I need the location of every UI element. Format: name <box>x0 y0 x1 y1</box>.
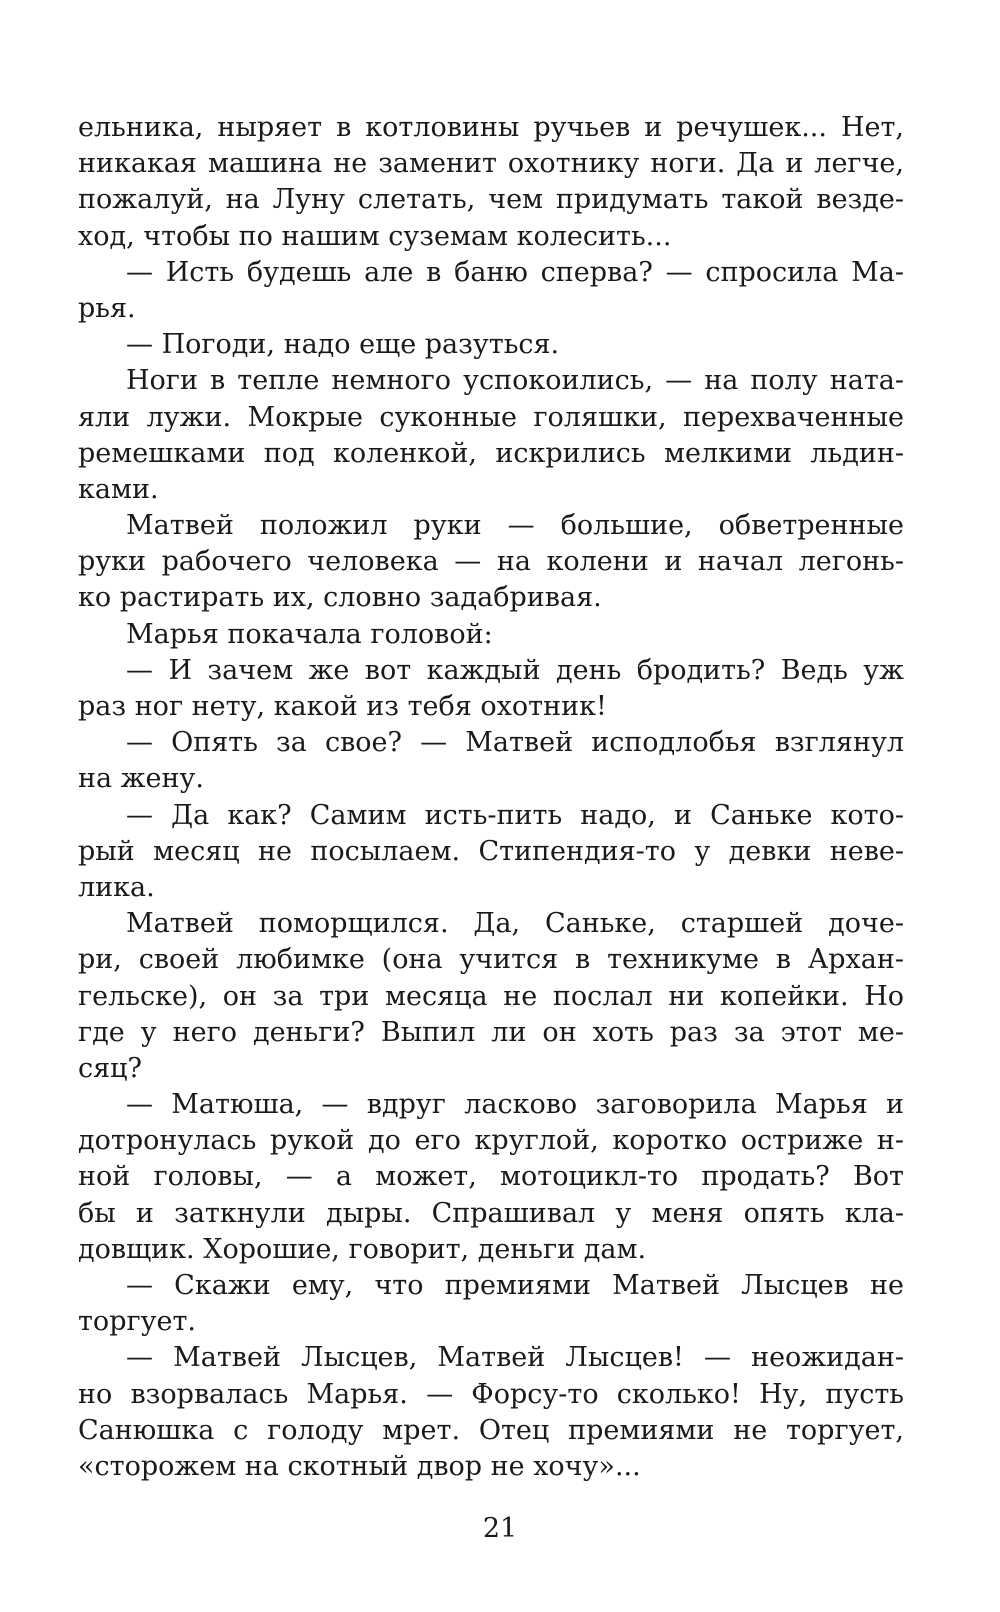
text-line: бы и заткнули дыры. Спрашивал у меня опять кла- <box>78 1197 904 1229</box>
text-line: — Скажи ему, что премиями Матвей Лысцев не <box>126 1270 904 1301</box>
text-line: — Исть будешь але в баню сперва? — спросила Ма- <box>126 256 904 288</box>
text-line: ной головы, — а может, мотоцикл-то продать? Вот <box>78 1161 904 1193</box>
text-line: лика. <box>78 871 155 903</box>
text-line: Матвей поморщился. Да, Саньке, старшей доче- <box>126 908 904 940</box>
text-line: Санюшка с голоду мрет. Отец премиями не торгует, <box>78 1414 904 1446</box>
text-line: ками. <box>78 473 159 505</box>
text-line: ко растирать их, словно задабривая. <box>78 582 602 614</box>
text-line: довщик. Хорошие, говорит, деньги дам. <box>78 1233 647 1265</box>
text-line: раз ног нету, какой из тебя охотник! <box>78 691 607 722</box>
text-line: — Опять за свое? — Матвей исподлобья взглянул <box>126 727 904 759</box>
text-line: Матвей положил руки — большие, обветренные <box>126 510 904 542</box>
text-line: яли лужи. Мокрые суконные голяшки, перехваченные <box>78 401 904 433</box>
text-line: никакая машина не заменит охотнику ноги. Да и легче, <box>78 148 904 180</box>
text-line: — Да как? Самим исть-пить надо, и Саньке кото- <box>126 799 904 831</box>
page-number: 21 <box>482 1513 518 1544</box>
text-line: ельника, ныряет в котловины ручьев и речушек... Нет, <box>78 112 904 143</box>
page-text <box>78 110 904 1485</box>
text-line: дотронулась рукой до его круглой, коротко остриже н- <box>78 1125 904 1157</box>
text-line: — Погоди, надо еще разуться. <box>126 329 560 361</box>
text-line: Ноги в тепле немного успокоились, — на полу ната- <box>126 365 904 397</box>
text-line: но взорвалась Марья. — Форсу-то сколько! Ну, пусть <box>78 1378 904 1410</box>
text-line: — И зачем же вот каждый день бродить? Ведь уж <box>126 654 904 686</box>
text-line: на жену. <box>78 763 204 795</box>
text-line: ремешками под коленкой, искрились мелкими льдин- <box>78 437 904 469</box>
text-line: Марья покачала головой: <box>126 618 493 650</box>
text-line: «сторожем на скотный двор не хочу»... <box>78 1450 641 1482</box>
text-line: — Матюша, — вдруг ласково заговорила Марья и <box>126 1089 904 1121</box>
text-line: — Матвей Лысцев, Матвей Лысцев! — неожидан- <box>126 1342 904 1374</box>
text-line: ход, чтобы по нашим суземам колесить... <box>78 220 672 252</box>
text-line: пожалуй, на Луну слетать, чем придумать такой везде- <box>78 184 904 216</box>
text-line: торгует. <box>78 1306 197 1338</box>
text-line: рый месяц не посылаем. Стипендия-то у девки неве- <box>78 835 904 867</box>
text-line: ри, своей любимке (она учится в техникуме в Архан- <box>78 944 904 976</box>
text-line: гельске), он за три месяца не послал ни копейки. Но <box>78 980 904 1012</box>
text-line: где у него деньги? Выпил ли он хоть раз за этот ме- <box>78 1016 904 1048</box>
text-line: рья. <box>78 292 136 324</box>
text-line: сяц? <box>78 1052 142 1084</box>
text-line: руки рабочего человека — на колени и начал легонь- <box>78 546 904 578</box>
